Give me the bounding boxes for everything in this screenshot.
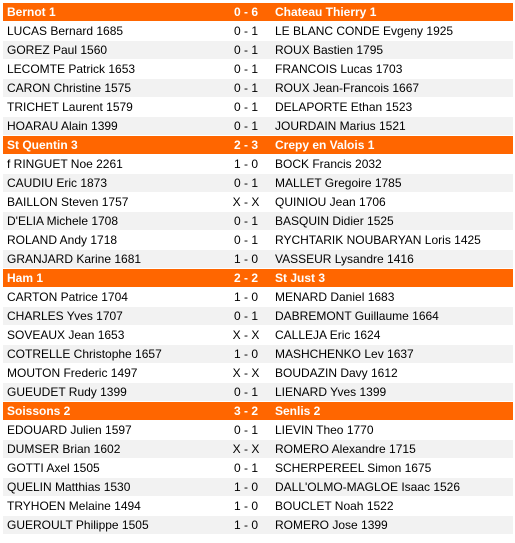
home-player: GUEROULT Philippe 1505 (7, 518, 149, 532)
home-player: CAUDIU Eric 1873 (7, 176, 108, 190)
home-player: CARON Christine 1575 (7, 81, 132, 95)
game-result: 0 - 1 (233, 100, 258, 114)
away-player: JOURDAIN Marius 1521 (275, 119, 406, 133)
game-row (3, 41, 513, 59)
home-player: GUEUDET Rudy 1399 (7, 385, 127, 399)
away-player: FRANCOIS Lucas 1703 (275, 62, 403, 76)
game-row (3, 79, 513, 97)
away-player: BOUDAZIN Davy 1612 (275, 366, 398, 380)
match-block (3, 402, 513, 534)
match-header (3, 3, 513, 21)
away-player: LE BLANC CONDE Evgeny 1925 (275, 24, 454, 38)
game-row (3, 212, 513, 230)
away-player: ROMERO Jose 1399 (275, 518, 388, 532)
match-block (3, 269, 513, 401)
home-player: TRICHET Laurent 1579 (7, 100, 133, 114)
game-row (3, 326, 513, 344)
match-score: 2 - 3 (233, 138, 258, 152)
game-result: X - X (232, 442, 260, 456)
game-row (3, 383, 513, 401)
away-player: BASQUIN Didier 1525 (275, 214, 394, 228)
home-player: HOARAU Alain 1399 (7, 119, 118, 133)
home-player: ROLAND Andy 1718 (7, 233, 118, 247)
game-row (3, 231, 513, 249)
game-row (3, 250, 513, 268)
away-team: Senlis 2 (275, 404, 321, 418)
home-player: EDOUARD Julien 1597 (7, 423, 132, 437)
game-result: 0 - 1 (233, 385, 258, 399)
home-player: LUCAS Bernard 1685 (7, 24, 124, 38)
away-team: St Just 3 (275, 271, 326, 285)
game-result: 0 - 1 (233, 43, 258, 57)
away-player: QUINIOU Jean 1706 (275, 195, 386, 209)
home-team: Soissons 2 (7, 404, 71, 418)
away-player: LIEVIN Theo 1770 (275, 423, 374, 437)
home-player: BAILLON Steven 1757 (7, 195, 129, 209)
game-row (3, 364, 513, 382)
home-player: DUMSER Brian 1602 (7, 442, 121, 456)
game-row (3, 345, 513, 363)
home-team: St Quentin 3 (7, 138, 78, 152)
game-result: 1 - 0 (233, 480, 258, 494)
home-player: f RINGUET Noe 2261 (7, 157, 123, 171)
match-score: 3 - 2 (233, 404, 258, 418)
game-result: 1 - 0 (233, 347, 258, 361)
home-player: GRANJARD Karine 1681 (7, 252, 142, 266)
away-player: ROUX Bastien 1795 (275, 43, 384, 57)
away-team: Chateau Thierry 1 (275, 5, 377, 19)
game-row (3, 193, 513, 211)
home-player: CARTON Patrice 1704 (7, 290, 128, 304)
home-player: CHARLES Yves 1707 (7, 309, 123, 323)
game-row (3, 174, 513, 192)
game-row (3, 440, 513, 458)
game-row (3, 459, 513, 477)
game-result: 0 - 1 (233, 119, 258, 133)
away-player: ROUX Jean-Francois 1667 (275, 81, 420, 95)
game-row (3, 478, 513, 496)
away-player: DABREMONT Guillaume 1664 (275, 309, 439, 323)
away-player: MASHCHENKO Lev 1637 (275, 347, 414, 361)
home-player: SOVEAUX Jean 1653 (7, 328, 125, 342)
game-row (3, 516, 513, 534)
away-player: SCHERPEREEL Simon 1675 (275, 461, 432, 475)
game-result: 1 - 0 (233, 518, 258, 532)
game-result: 0 - 1 (233, 214, 258, 228)
away-player: MENARD Daniel 1683 (275, 290, 395, 304)
game-row (3, 307, 513, 325)
game-row (3, 497, 513, 515)
game-result: 1 - 0 (233, 252, 258, 266)
game-result: 0 - 1 (233, 81, 258, 95)
away-player: BOUCLET Noah 1522 (275, 499, 394, 513)
home-player: GOREZ Paul 1560 (7, 43, 108, 57)
game-result: X - X (232, 195, 260, 209)
home-player: TRYHOEN Melaine 1494 (7, 499, 141, 513)
game-result: 0 - 1 (233, 233, 258, 247)
game-row (3, 22, 513, 40)
game-result: X - X (232, 366, 260, 380)
home-team: Bernot 1 (7, 5, 56, 19)
away-player: BOCK Francis 2032 (275, 157, 382, 171)
game-row (3, 98, 513, 116)
away-player: ROMERO Alexandre 1715 (275, 442, 416, 456)
match-score: 0 - 6 (233, 5, 258, 19)
away-player: RYCHTARIK NOUBARYAN Loris 1425 (275, 233, 481, 247)
game-result: 1 - 0 (233, 157, 258, 171)
game-row (3, 155, 513, 173)
game-result: 0 - 1 (233, 461, 258, 475)
game-row (3, 421, 513, 439)
away-player: LIENARD Yves 1399 (275, 385, 387, 399)
match-header (3, 402, 513, 420)
game-row (3, 288, 513, 306)
away-player: VASSEUR Lysandre 1416 (275, 252, 414, 266)
game-result: 0 - 1 (233, 423, 258, 437)
game-result: 0 - 1 (233, 176, 258, 190)
match-header (3, 269, 513, 287)
match-block (3, 136, 513, 268)
game-result: X - X (232, 328, 260, 342)
game-result: 0 - 1 (233, 62, 258, 76)
home-player: D'ELIA Michele 1708 (7, 214, 119, 228)
away-player: MALLET Gregoire 1785 (275, 176, 402, 190)
home-team: Ham 1 (7, 271, 44, 285)
away-player: DELAPORTE Ethan 1523 (275, 100, 413, 114)
match-block (3, 3, 513, 135)
away-team: Crepy en Valois 1 (275, 138, 375, 152)
game-row (3, 60, 513, 78)
away-player: DALL'OLMO-MAGLOE Isaac 1526 (275, 480, 461, 494)
home-player: COTRELLE Christophe 1657 (7, 347, 162, 361)
game-result: 1 - 0 (233, 290, 258, 304)
game-row (3, 117, 513, 135)
game-result: 0 - 1 (233, 309, 258, 323)
home-player: LECOMTE Patrick 1653 (7, 62, 136, 76)
game-result: 1 - 0 (233, 499, 258, 513)
match-score: 2 - 2 (233, 271, 258, 285)
home-player: QUELIN Matthias 1530 (7, 480, 131, 494)
match-header (3, 136, 513, 154)
game-result: 0 - 1 (233, 24, 258, 38)
results-table (3, 3, 513, 535)
away-player: CALLEJA Eric 1624 (275, 328, 381, 342)
home-player: GOTTI Axel 1505 (7, 461, 100, 475)
home-player: MOUTON Frederic 1497 (7, 366, 138, 380)
